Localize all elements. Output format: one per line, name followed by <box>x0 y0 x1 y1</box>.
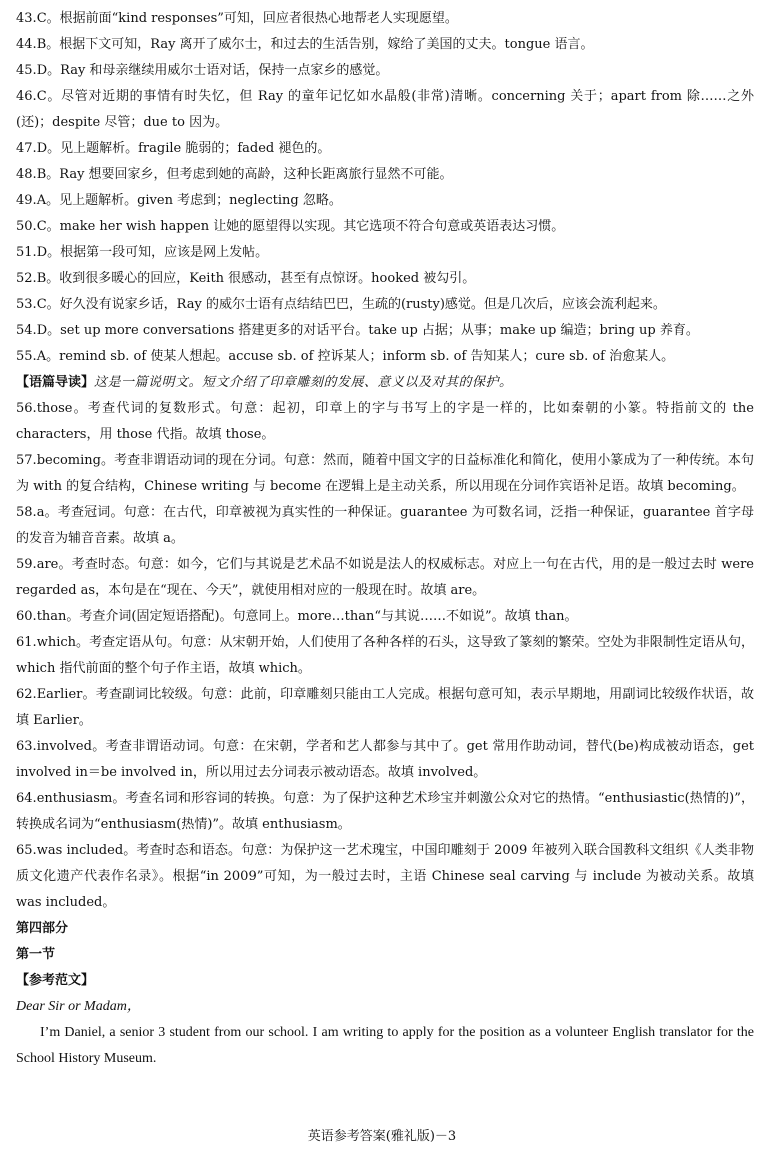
answer-item <box>16 786 754 838</box>
answer-explanation: A。见上题解析。given 考虑到；neglecting 忽略。 <box>36 193 342 208</box>
answer-explanation: are。考查时态。句意：如今，它们与其说是艺术品不如说是法人的权威标志。对应上一句在古代，用的是一般过去时 were regarded as，本句是在“现在、今天”，就使用相对应的一般现在时。故填 are。 <box>16 557 754 598</box>
answer-item <box>16 734 754 786</box>
answer-number: 50. <box>16 219 37 234</box>
answer-item <box>16 58 754 84</box>
answer-item <box>16 552 754 604</box>
answer-explanation: enthusiasm。考查名词和形容词的转换。句意：为了保护这种艺术珍宝并刺激公众对它的热情。“enthusiastic(热情的)”，转换成名词为“enthusiasm(热情)”。故填 enthusiasm。 <box>16 791 754 832</box>
answer-explanation: A。remind sb. of 使某人想起。accuse sb. of 控诉某人；inform sb. of 告知某人；cure sb. of 治愈某人。 <box>36 349 675 364</box>
answer-explanation: than。考查介词(固定短语搭配)。句意同上。more…than“与其说……不如说”。故填 than。 <box>36 609 578 624</box>
answer-item <box>16 500 754 552</box>
answer-item <box>16 84 754 136</box>
answer-explanation: C。尽管对近期的事情有时失忆，但 Ray 的童年记忆如水晶般(非常)清晰。concerning 关于；apart from 除……之外(还)；despite 尽管；due to 因为。 <box>16 89 754 130</box>
part-heading: 第四部分 <box>16 921 69 936</box>
letter-salutation: Dear Sir or Madam， <box>16 999 141 1014</box>
answer-explanation: becoming。考查非谓语动词的现在分词。句意：然而，随着中国文字的日益标准化和简化，使用小篆成为了一种传统。本句为 with 的复合结构，Chinese writing 与 become 在逻辑上是主动关系，所以用现在分词作宾语补足语。故填 becoming。 <box>16 453 754 494</box>
answer-explanation: D。根据第一段可知，应该是网上发帖。 <box>36 245 269 260</box>
passage-guide <box>16 370 754 396</box>
answer-list-grammar <box>16 396 754 916</box>
answer-number: 52. <box>16 271 37 286</box>
answer-explanation: B。收到很多暖心的回应，Keith 很感动，甚至有点惊讶。hooked 被勾引。 <box>36 271 476 286</box>
answer-number: 61. <box>16 635 37 650</box>
answer-item <box>16 6 754 32</box>
answer-number: 47. <box>16 141 37 156</box>
answer-number: 46. <box>16 89 37 104</box>
answer-explanation: was included。考查时态和语态。句意：为保护这一艺术瑰宝，中国印雕刻于 2009 年被列入联合国教科文组织《人类非物质文化遗产代表作名录》。根据“in 2009”可知，为一般过去时，主语 Chinese seal carving 与 include 为被动关系。故填 was included。 <box>16 843 754 910</box>
answer-item <box>16 448 754 500</box>
answer-explanation: those。考查代词的复数形式。句意：起初，印章上的字与书写上的字是一样的，比如秦朝的小篆。特指前文的 the characters，用 those 代指。故填 those。 <box>16 401 754 442</box>
answer-number: 59. <box>16 557 37 572</box>
answer-number: 64. <box>16 791 37 806</box>
answer-number: 57. <box>16 453 37 468</box>
answer-item <box>16 344 754 370</box>
answer-item <box>16 630 754 682</box>
answer-number: 45. <box>16 63 37 78</box>
answer-number: 48. <box>16 167 37 182</box>
answer-item <box>16 396 754 448</box>
answer-item <box>16 240 754 266</box>
answer-explanation: B。Ray 想要回家乡，但考虑到她的高龄，这种长距离旅行显然不可能。 <box>36 167 453 182</box>
answer-number: 54. <box>16 323 37 338</box>
answer-explanation: which。考查定语从句。句意：从宋朝开始，人们使用了各种各样的石头，这导致了篆刻的繁荣。空处为非限制性定语从句，which 指代前面的整个句子作主语，故填 which。 <box>16 635 754 676</box>
answer-number: 51. <box>16 245 37 260</box>
answer-number: 63. <box>16 739 37 754</box>
answer-number: 60. <box>16 609 37 624</box>
passage-guide-text: 这是一篇说明文。短文介绍了印章雕刻的发展、意义以及对其的保护。 <box>94 375 513 390</box>
answer-item <box>16 682 754 734</box>
answer-number: 53. <box>16 297 37 312</box>
section-heading: 第一节 <box>16 947 56 962</box>
answer-explanation: D。set up more conversations 搭建更多的对话平台。take up 占据；从事；make up 编造；bring up 养育。 <box>36 323 699 338</box>
answer-item <box>16 136 754 162</box>
page-footer: 英语参考答案(雅礼版)－3 <box>307 1129 457 1144</box>
answer-explanation: D。见上题解析。fragile 脆弱的；faded 褪色的。 <box>36 141 331 156</box>
answer-number: 62. <box>16 687 37 702</box>
answer-item <box>16 214 754 240</box>
answer-item <box>16 292 754 318</box>
answer-explanation: C。make her wish happen 让她的愿望得以实现。其它选项不符合句意或英语表达习惯。 <box>36 219 565 234</box>
answer-item <box>16 266 754 292</box>
answer-number: 55. <box>16 349 37 364</box>
answer-explanation: a。考查冠词。句意：在古代，印章被视为真实性的一种保证。guarantee 为可数名词，泛指一种保证，guarantee 首字母的发音为辅音音素。故填 a。 <box>16 505 754 546</box>
answer-item <box>16 604 754 630</box>
answer-number: 44. <box>16 37 37 52</box>
answer-explanation: B。根据下文可知，Ray 离开了威尔士，和过去的生活告别，嫁给了美国的丈夫。tongue 语言。 <box>36 37 594 52</box>
answer-item <box>16 162 754 188</box>
answer-list-cloze <box>16 6 754 370</box>
sample-essay-title: 【参考范文】 <box>16 973 95 988</box>
answer-explanation: involved。考查非谓语动词。句意：在宋朝，学者和艺人都参与其中了。get 常用作助动词，替代(be)构成被动语态，get involved in＝be involved in，所以用过去分词表示被动语态。故填 involved。 <box>16 739 754 780</box>
letter-paragraph: I’m Daniel, a senior 3 student from our school. I am writing to apply for the position as a volunteer English translator for the School History Museum. <box>16 1025 754 1066</box>
answer-item <box>16 188 754 214</box>
answer-item <box>16 838 754 916</box>
answer-number: 49. <box>16 193 37 208</box>
answer-item <box>16 318 754 344</box>
answer-explanation: Earlier。考查副词比较级。句意：此前，印章雕刻只能由工人完成。根据句意可知，表示早期地，用副词比较级作状语，故填 Earlier。 <box>16 687 754 728</box>
answer-number: 65. <box>16 843 37 858</box>
answer-explanation: C。根据前面“kind responses”可知，回应者很热心地帮老人实现愿望。 <box>36 11 458 26</box>
answer-number: 56. <box>16 401 37 416</box>
answer-number: 43. <box>16 11 37 26</box>
passage-guide-tag: 【语篇导读】 <box>16 375 95 390</box>
answer-number: 58. <box>16 505 37 520</box>
answer-explanation: D。Ray 和母亲继续用威尔士语对话，保持一点家乡的感觉。 <box>36 63 389 78</box>
answer-item <box>16 32 754 58</box>
answer-explanation: C。好久没有说家乡话，Ray 的威尔士语有点结结巴巴，生疏的(rusty)感觉。但是几次后，应该会流利起来。 <box>36 297 666 312</box>
